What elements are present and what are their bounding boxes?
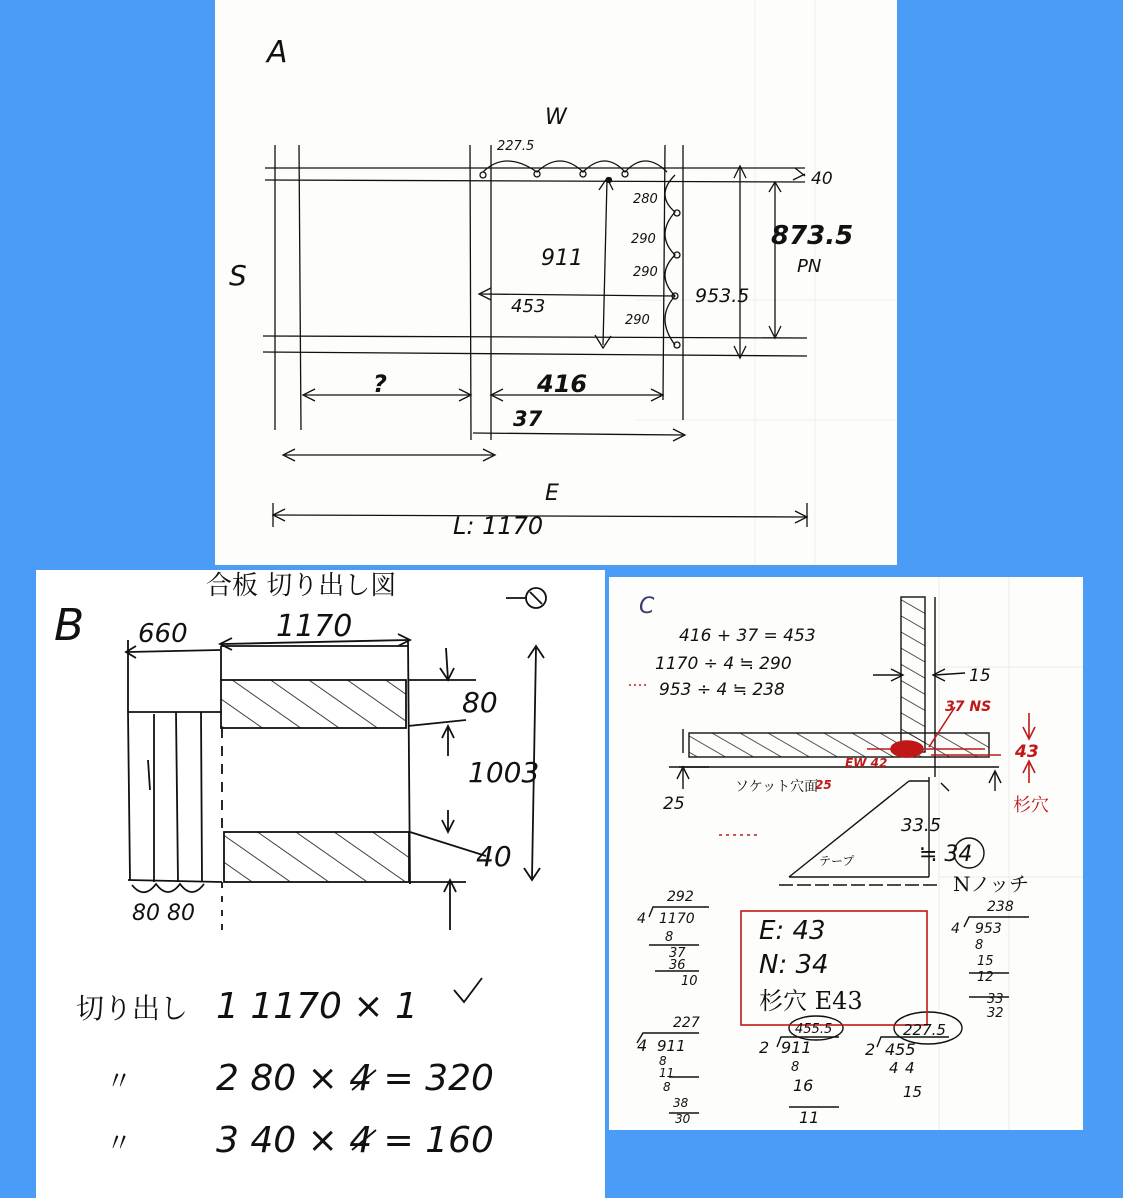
right-spacing-4: 290 [625,313,650,328]
sketch-panel-a [215,0,897,565]
tape-label: テープ [819,854,855,868]
dim-80-80-label: 80 80 [132,901,195,926]
calc-line-2: 1170 ÷ 4 ≒ 290 [655,654,792,674]
sketch-panel-c [609,577,1083,1130]
svg-text:33: 33 [987,992,1004,1007]
dim-80-label: 80 [462,686,498,719]
ns-label: 37 NS [945,699,992,715]
sketch-panel-b [36,570,605,1198]
dim-15-label: 15 [969,666,991,686]
svg-text:15: 15 [977,954,994,969]
dim-25-label: 25 [663,794,685,814]
svg-text:15: 15 [903,1083,923,1101]
n-notch-label: Nノッチ [953,872,1030,896]
svg-text:4: 4 [637,911,646,927]
cut-line-1-prefix: 切り出し [76,992,189,1025]
socket-face-label: ソケット穴面 [735,779,819,795]
dim-34-label: ≒ 34 [919,842,973,867]
direction-w-label: W [545,105,567,130]
dim-873-5-label: 873.5 [771,221,854,251]
dim-40-label-b: 40 [476,840,512,873]
svg-text:38: 38 [673,1096,689,1110]
right-spacing-1: 280 [633,192,658,207]
length-label: L: 1170 [453,512,544,540]
result-box [759,916,863,1015]
ew-label: EW 42 [845,756,888,770]
svg-text:4: 4 [951,921,960,937]
svg-text:1170: 1170 [659,911,695,927]
svg-text:238: 238 [987,899,1014,915]
dim-43-label: 43 [1015,742,1039,762]
panel-a-label: A [267,35,288,70]
svg-text:2: 2 [865,1040,876,1059]
calc-line-3: 953 ÷ 4 ≒ 238 [659,680,785,700]
svg-text:8: 8 [975,938,984,953]
result-box-line-2: N: 34 [759,950,829,980]
dim-37-label: 37 [513,407,543,431]
long-division-911-by-2 [759,1022,832,1127]
svg-text:11: 11 [799,1108,820,1127]
svg-text:30: 30 [675,1112,691,1126]
svg-text:911: 911 [781,1038,812,1057]
dim-40-label: 40 [811,169,833,189]
right-spacing-2: 290 [631,232,656,247]
cut-line-2-prefix: 〃 [106,1067,133,1097]
top-spacing-label: 227.5 [497,139,535,154]
svg-text:37: 37 [669,946,686,961]
long-division-1170 [637,889,698,989]
dim-660-label: 660 [138,619,188,649]
socket-face-value: 25 [815,778,832,792]
background-print-through [635,0,897,565]
cut-list [76,986,494,1161]
board-outline [263,145,807,527]
panel-c-label: C [639,594,655,619]
svg-text:227.5: 227.5 [903,1021,946,1039]
cut-diagram-title: 合板 切り出し図 [206,571,397,601]
cut-line-1-text: 1 1170 × 1 [216,986,418,1027]
panel-c-drawing [609,577,1083,1130]
svg-text:8: 8 [791,1060,800,1075]
dim-953-5-label: 953.5 [695,285,750,307]
panel-a-drawing [215,0,897,565]
svg-text:455: 455 [885,1040,916,1059]
svg-text:8: 8 [659,1054,667,1068]
pn-label: PN [797,256,822,277]
right-spacing-3: 290 [633,265,658,280]
result-box-line-1: E: 43 [759,916,826,946]
svg-text:953: 953 [975,921,1002,937]
svg-text:8: 8 [665,930,674,945]
dim-453-label: 453 [511,296,546,317]
panel-b-drawing [36,570,605,1198]
cut-line-3-prefix: 〃 [106,1129,133,1159]
svg-text:227: 227 [673,1015,700,1031]
dim-416-label: 416 [537,370,588,398]
cut-line-2-text: 2 80 × 4 = 320 [216,1058,494,1099]
direction-e-label: E [545,481,559,506]
svg-text:11: 11 [659,1066,675,1080]
calc-line-1: 416 + 37 = 453 [679,626,816,646]
unknown-dimension-label: ? [373,370,387,398]
svg-text:32: 32 [987,1006,1004,1021]
svg-text:8: 8 [663,1080,671,1094]
sugi-hole-label: 杉穴 [1013,795,1049,816]
long-division-455-by-2 [865,1021,946,1101]
svg-text:4: 4 [905,1059,915,1077]
result-box-line-3: 杉穴 E43 [759,987,863,1015]
panel-b-label: B [54,600,85,651]
dim-1003-label: 1003 [468,756,540,789]
dim-1170-label: 1170 [276,609,353,644]
direction-s-label: S [229,259,247,292]
svg-text:2: 2 [759,1038,770,1057]
long-division-911 [637,1015,700,1126]
dim-911-label: 911 [541,246,583,271]
svg-text:12: 12 [977,970,994,985]
svg-text:4: 4 [637,1036,648,1055]
svg-text:455.5: 455.5 [795,1022,833,1037]
dim-33-5-label: 33.5 [901,815,942,836]
svg-text:911: 911 [657,1037,686,1055]
svg-text:292: 292 [667,889,694,905]
svg-text:10: 10 [681,974,698,989]
svg-text:36: 36 [669,958,686,973]
svg-text:4: 4 [889,1059,899,1077]
cut-line-3-text: 3 40 × 4 = 160 [216,1120,494,1161]
svg-text:16: 16 [793,1076,814,1095]
